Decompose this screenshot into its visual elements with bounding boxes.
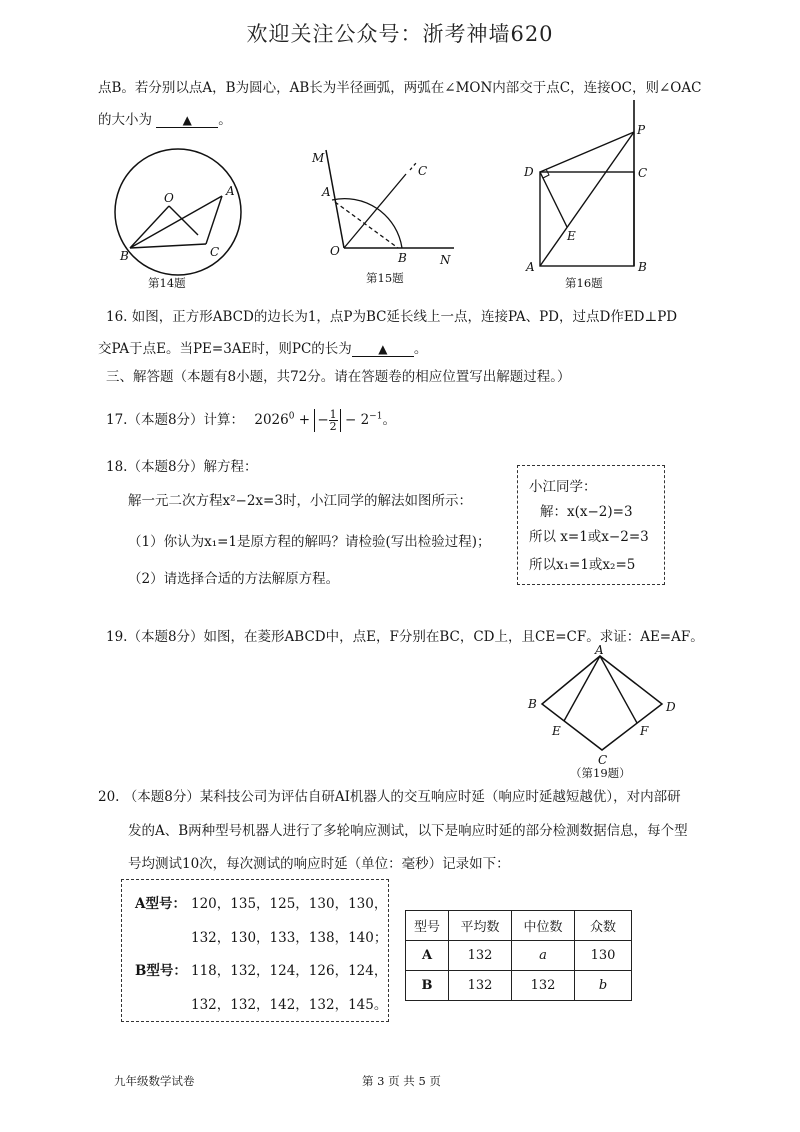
q18-box-line3: 所以x₁=1或x₂=5 <box>529 557 636 573</box>
q15-text-suffix: 。 <box>218 112 232 128</box>
fig15-label-a: A <box>322 185 331 199</box>
q15-text-line2 <box>98 108 232 128</box>
q17-end: 。 <box>382 412 396 428</box>
q18-box-title: 小江同学： <box>529 479 597 495</box>
fig16-label-e: E <box>567 229 576 243</box>
q18-part1: （1）你认为x₁=1是原方程的解吗？请检验(写出检验过程)； <box>128 534 491 550</box>
fig16-label-p: P <box>637 123 646 137</box>
q18-part2: （2）请选择合适的方法解原方程。 <box>128 571 340 587</box>
q20-b-label: B型号： <box>135 963 187 979</box>
figure-19-caption: （第19题） <box>570 766 631 780</box>
q16-text-line1: 16. 如图，正方形ABCD的边长为1，点P为BC延长线上一点，连接PA、PD，过点D作ED⊥PD <box>106 309 678 325</box>
q20-text-line3: 号均测试10次，每次测试的响应时延（单位：毫秒）记录如下： <box>128 856 510 872</box>
fig16-label-c: C <box>638 166 648 180</box>
table-cell: 132 <box>449 971 512 1001</box>
table-cell: A <box>406 941 449 971</box>
table-cell: 132 <box>512 971 575 1001</box>
fig15-label-o: O <box>330 244 340 258</box>
figure-16-square-diagram <box>516 98 666 278</box>
fig19-label-a: A <box>595 644 604 657</box>
q16-text-line2 <box>98 337 427 357</box>
fig16-label-b: B <box>638 260 647 274</box>
fig15-label-n: N <box>440 253 451 267</box>
figure-15-caption: 第15题 <box>366 271 404 285</box>
q18-student-solution-box <box>517 465 665 585</box>
q17-minus: − <box>344 412 357 428</box>
q18-intro: 解一元二次方程x²−2x=3时，小江同学的解法如图所示： <box>128 493 472 509</box>
table-row <box>406 971 632 1001</box>
q15-text-line1: 点B。若分别以点A，B为圆心，AB长为半径画弧，两弧在∠MON内部交于点C，连接OC，则∠OAC <box>98 80 702 96</box>
fig16-label-d: D <box>524 165 534 179</box>
q17-prefix: 17.（本题8分）计算： <box>106 412 245 428</box>
q17-exponent-neg1: −1 <box>369 411 383 422</box>
q15-answer-blank <box>156 113 218 128</box>
table-cell: b <box>575 971 632 1001</box>
fig19-label-f: F <box>640 724 649 738</box>
q17-denominator: 2 <box>329 420 337 433</box>
q15-text-prefix: 的大小为 <box>98 112 152 128</box>
q20-b-row2: 132，132，142，132，145。 <box>191 997 388 1013</box>
q18-title: 18.（本题8分）解方程： <box>106 459 258 475</box>
figure-16-caption: 第16题 <box>565 276 603 290</box>
q18-box-line1: 解：x(x−2)=3 <box>540 504 633 520</box>
triangle-marker-icon: ▲ <box>378 342 388 356</box>
table-header-cell: 中位数 <box>512 911 575 941</box>
q17-fraction <box>329 409 338 432</box>
table-cell: 130 <box>575 941 632 971</box>
q20-a-label: A型号： <box>135 896 186 912</box>
table-header-cell: 众数 <box>575 911 632 941</box>
q17-frac-minus: − <box>317 412 329 428</box>
figure-15-angle-diagram <box>306 140 466 270</box>
q17-base2: 2 <box>360 412 370 428</box>
table-header-cell: 型号 <box>406 911 449 941</box>
table-header-cell: 平均数 <box>449 911 512 941</box>
figure-14-caption: 第14题 <box>148 276 186 290</box>
fig14-label-o: O <box>164 191 174 205</box>
fig19-label-b: B <box>528 697 537 711</box>
fig19-label-d: D <box>666 700 676 714</box>
q17-absolute-value <box>314 409 340 432</box>
table-header-row <box>406 911 632 941</box>
fig14-label-b: B <box>120 249 129 263</box>
q20-data-box <box>121 879 389 1022</box>
q20-text-line2: 发的A、B两种型号机器人进行了多轮响应测试，以下是响应时延的部分检测数据信息，每个型 <box>128 823 688 839</box>
fig19-label-c: C <box>598 753 608 767</box>
table-cell: 132 <box>449 941 512 971</box>
fig14-label-c: C <box>210 245 220 259</box>
footer-page-number: 第 3 页 共 5 页 <box>362 1074 441 1088</box>
q19-text: 19.（本题8分）如图，在菱形ABCD中，点E，F分别在BC，CD上，且CE=CF。求证：AE=AF。 <box>106 629 704 645</box>
fig19-label-e: E <box>552 724 561 738</box>
triangle-marker-icon: ▲ <box>182 113 192 127</box>
q18-box-line2: 所以 x=1或x−2=3 <box>529 529 649 545</box>
q17-plus: + <box>298 412 311 428</box>
fig15-label-m: M <box>312 151 325 165</box>
q17-expression <box>106 408 396 432</box>
q20-a-row1: 120，135，125，130，130， <box>191 896 388 912</box>
fig15-label-b: B <box>398 251 407 265</box>
q17-base: 2026 <box>254 412 289 428</box>
table-cell: a <box>512 941 575 971</box>
fig14-label-a: A <box>226 184 235 198</box>
q17-exponent-0: 0 <box>288 411 295 422</box>
fig16-label-a: A <box>526 260 535 274</box>
figure-19-rhombus-diagram <box>522 644 692 782</box>
q20-statistics-table <box>405 910 632 1001</box>
q16-text-suffix: 。 <box>413 341 428 357</box>
page-header-banner: 欢迎关注公众号：浙考神墙620 <box>246 22 554 46</box>
footer-subject: 九年级数学试卷 <box>114 1074 195 1088</box>
q16-text-prefix: 交PA于点E。当PE=3AE时，则PC的长为 <box>98 341 352 357</box>
section-3-heading: 三、解答题（本题有8小题，共72分。请在答题卷的相应位置写出解题过程。） <box>106 369 571 385</box>
q20-b-row1: 118，132，124，126，124， <box>191 963 388 979</box>
table-row <box>406 941 632 971</box>
figure-14-circle-diagram <box>108 140 248 290</box>
q16-answer-blank <box>352 342 414 357</box>
table-cell: B <box>406 971 449 1001</box>
q17-numerator: 1 <box>329 408 337 421</box>
q20-text-line1: 20. （本题8分）某科技公司为评估自研AI机器人的交互响应时延（响应时延越短越优），对内部研 <box>98 789 681 805</box>
q20-a-row2: 132，130，133，138，140； <box>191 930 388 946</box>
fig15-label-c: C <box>418 164 428 178</box>
